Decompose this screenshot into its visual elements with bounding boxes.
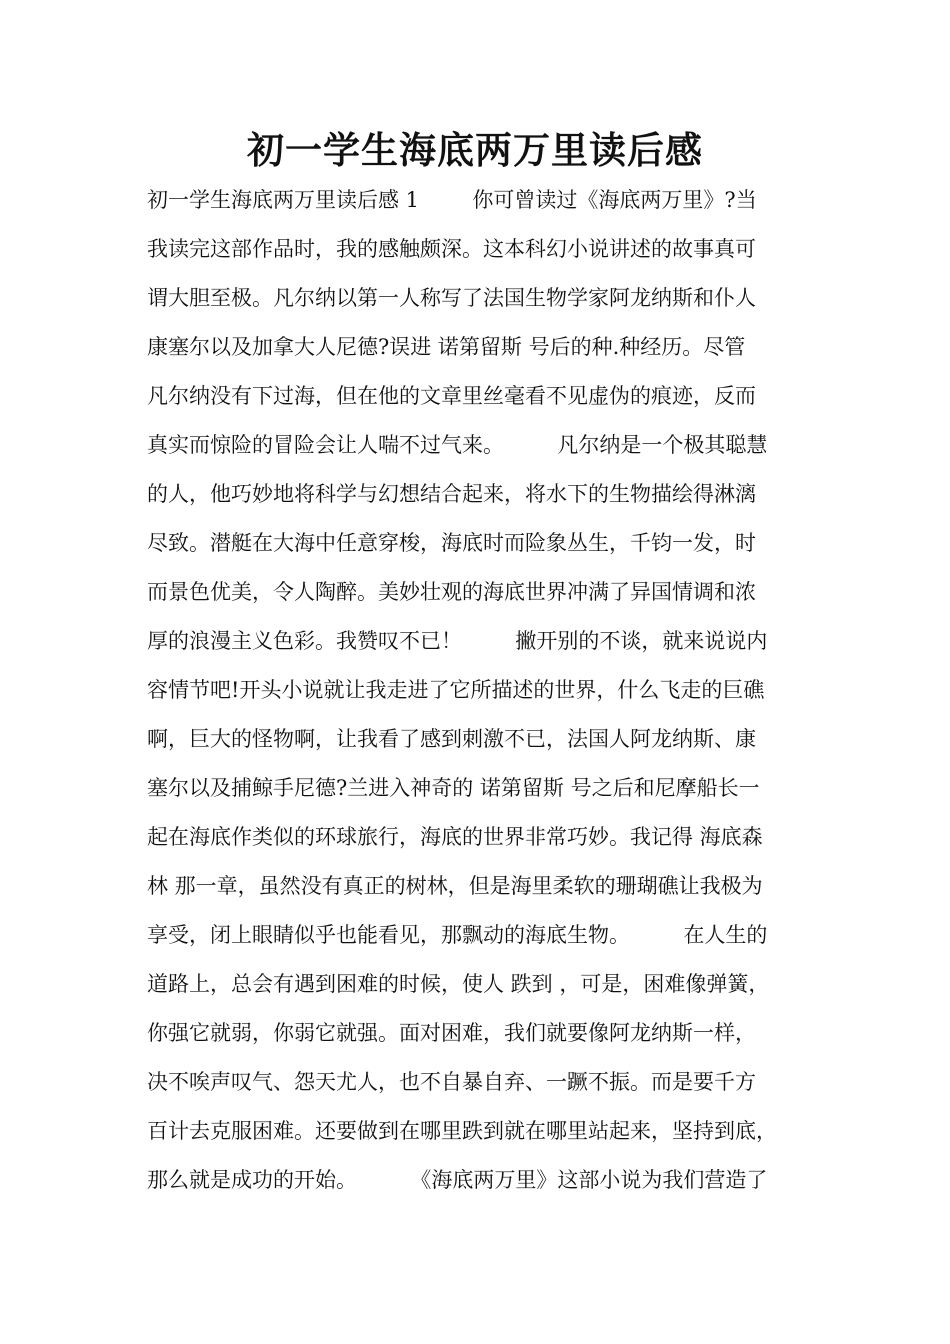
body-line: 康塞尔以及加拿大人尼德?误进 诺第留斯 号后的种.种经历。尽管 bbox=[147, 335, 746, 359]
body-line: 百计去克服困难。还要做到在哪里跌到就在哪里站起来，坚持到底， bbox=[147, 1119, 777, 1143]
document-title: 初一学生海底两万里读后感 bbox=[247, 129, 703, 172]
body-line: 初一学生海底两万里读后感 1 你可曾读过《海底两万里》?当 bbox=[147, 188, 757, 212]
body-line: 享受，闭上眼睛似乎也能看见，那飘动的海底生物。 在人生的 bbox=[147, 923, 768, 947]
body-line: 尽致。潜艇在大海中任意穿梭，海底时而险象丛生，千钧一发，时 bbox=[147, 531, 756, 555]
body-line: 道路上，总会有遇到困难的时候，使人 跌到 ，可是，困难像弹簧， bbox=[147, 972, 770, 996]
body-line: 林 那一章，虽然没有真正的树林，但是海里柔软的珊瑚礁让我极为 bbox=[147, 874, 763, 898]
document-body bbox=[147, 176, 827, 1205]
body-line: 容情节吧!开头小说就让我走进了它所描述的世界，什么飞走的巨礁 bbox=[147, 678, 765, 702]
body-line: 啊，巨大的怪物啊，让我看了感到刺激不已，法国人阿龙纳斯、康 bbox=[147, 727, 756, 751]
body-line: 的人，他巧妙地将科学与幻想结合起来，将水下的生物描绘得淋漓 bbox=[147, 482, 756, 506]
body-line: 决不唉声叹气、怨天尤人，也不自暴自弃、一蹶不振。而是要千方 bbox=[147, 1070, 756, 1094]
body-line: 谓大胆至极。凡尔纳以第一人称写了法国生物学家阿龙纳斯和仆人 bbox=[147, 286, 756, 310]
body-line: 而景色优美，令人陶醉。美妙壮观的海底世界冲满了异国情调和浓 bbox=[147, 580, 756, 604]
body-line: 厚的浪漫主义色彩。我赞叹不已！ 撇开别的不谈，就来说说内 bbox=[147, 629, 768, 653]
body-line: 我读完这部作品时，我的感触颇深。这本科幻小说讲述的故事真可 bbox=[147, 237, 756, 261]
body-line: 真实而惊险的冒险会让人喘不过气来。 凡尔纳是一个极其聪慧 bbox=[147, 433, 768, 457]
body-line: 凡尔纳没有下过海，但在他的文章里丝毫看不见虚伪的痕迹，反而 bbox=[147, 384, 756, 408]
body-line: 起在海底作类似的环球旅行，海底的世界非常巧妙。我记得 海底森 bbox=[147, 825, 763, 849]
body-line: 你强它就弱，你弱它就强。面对困难，我们就要像阿龙纳斯一样， bbox=[147, 1021, 756, 1045]
body-line: 塞尔以及捕鲸手尼德?兰进入神奇的 诺第留斯 号之后和尼摩船长一 bbox=[147, 776, 760, 800]
body-line: 那么就是成功的开始。 《海底两万里》这部小说为我们营造了 bbox=[147, 1168, 768, 1192]
